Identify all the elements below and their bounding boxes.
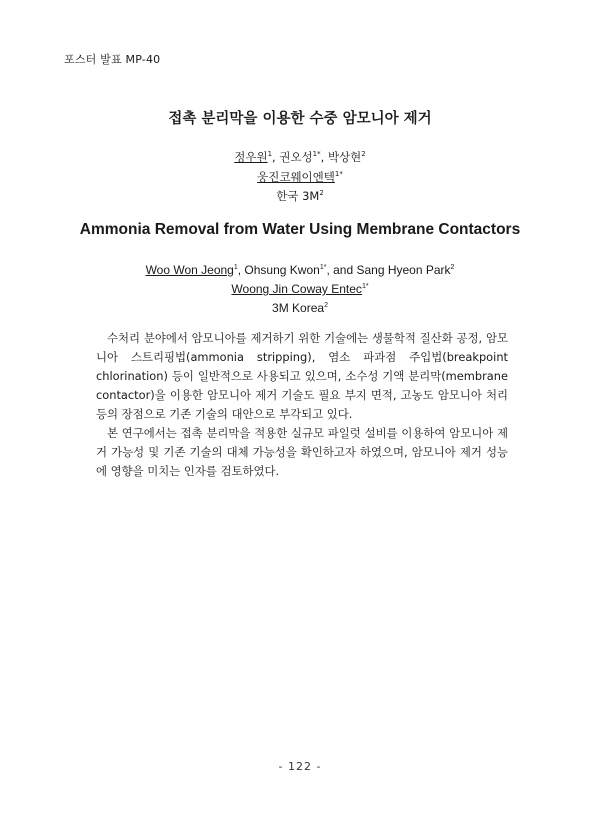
korean-affiliation-2 bbox=[0, 188, 600, 204]
author-3-en-sup: 2 bbox=[450, 264, 455, 271]
affiliation-2-ko: 한국 3M bbox=[276, 189, 320, 203]
affiliation-1-en: Woong Jin Coway Entec bbox=[231, 282, 362, 296]
abstract-body bbox=[96, 329, 508, 481]
author-1-en-sup: 1 bbox=[233, 264, 238, 271]
korean-title: 접촉 분리막을 이용한 수중 암모니아 제거 bbox=[168, 111, 432, 127]
affiliation-2-ko-sup: 2 bbox=[319, 189, 324, 198]
separator: , bbox=[320, 150, 328, 164]
author-3-ko-sup: 2 bbox=[361, 150, 366, 159]
separator: , bbox=[237, 263, 245, 277]
english-affiliation-1 bbox=[0, 282, 600, 296]
page-number: - 122 - bbox=[278, 760, 322, 773]
korean-authors bbox=[0, 149, 600, 165]
author-2-en: Ohsung Kwon bbox=[244, 263, 320, 277]
author-2-en-sup: 1* bbox=[319, 264, 327, 271]
english-affiliation-2 bbox=[0, 301, 600, 315]
abstract-paragraph-2: 본 연구에서는 접촉 분리막을 적용한 실규모 파일럿 설비를 이용하여 암모니아 제거 가능성 및 기존 기술의 대체 가능성을 확인하고자 하였으며, 암모니아 제거 성능에 영향을 미치는 인자를 검토하였다. bbox=[96, 426, 508, 478]
korean-affiliation-1 bbox=[0, 169, 600, 185]
english-authors bbox=[0, 263, 600, 277]
affiliation-1-en-sup: 1* bbox=[361, 283, 369, 290]
affiliation-2-en-sup: 2 bbox=[324, 302, 328, 309]
author-3-ko: 박상현 bbox=[327, 150, 362, 164]
affiliation-1-ko-sup: 1* bbox=[334, 170, 343, 179]
abstract-paragraph-1: 수처리 분야에서 암모니아를 제거하기 위한 기술에는 생물학적 질산화 공정, 암모니아 스트리핑법(ammonia stripping), 염소 파과점 주입법(breakpoint chlorination) 등이 일반적으로 사용되고 있으며, 소수성 기액 분리막(membrane contactor)을 이용한 암모니아 제거 기술도 필요 부지 면적, 고농도 암모니아 처리 등의 장점으로 기존 기술의 대안으로 부각되고 있다. bbox=[96, 331, 508, 421]
author-3-en: Sang Hyeon Park bbox=[356, 263, 451, 277]
separator: , bbox=[272, 150, 280, 164]
poster-session-header: 포스터 발표 MP-40 bbox=[64, 53, 161, 66]
author-1-ko: 정우원 bbox=[234, 150, 268, 164]
author-1-en: Woo Won Jeong bbox=[145, 263, 234, 277]
separator-and: , and bbox=[326, 263, 357, 277]
author-2-ko-sup: 1* bbox=[312, 150, 321, 159]
author-1-ko-sup: 1 bbox=[267, 150, 273, 159]
affiliation-1-ko: 웅진코웨이엔텍 bbox=[257, 170, 335, 184]
author-2-ko: 권오성 bbox=[279, 150, 313, 164]
affiliation-2-en: 3M Korea bbox=[272, 301, 325, 315]
english-title: Ammonia Removal from Water Using Membrane Contactors bbox=[79, 221, 521, 238]
